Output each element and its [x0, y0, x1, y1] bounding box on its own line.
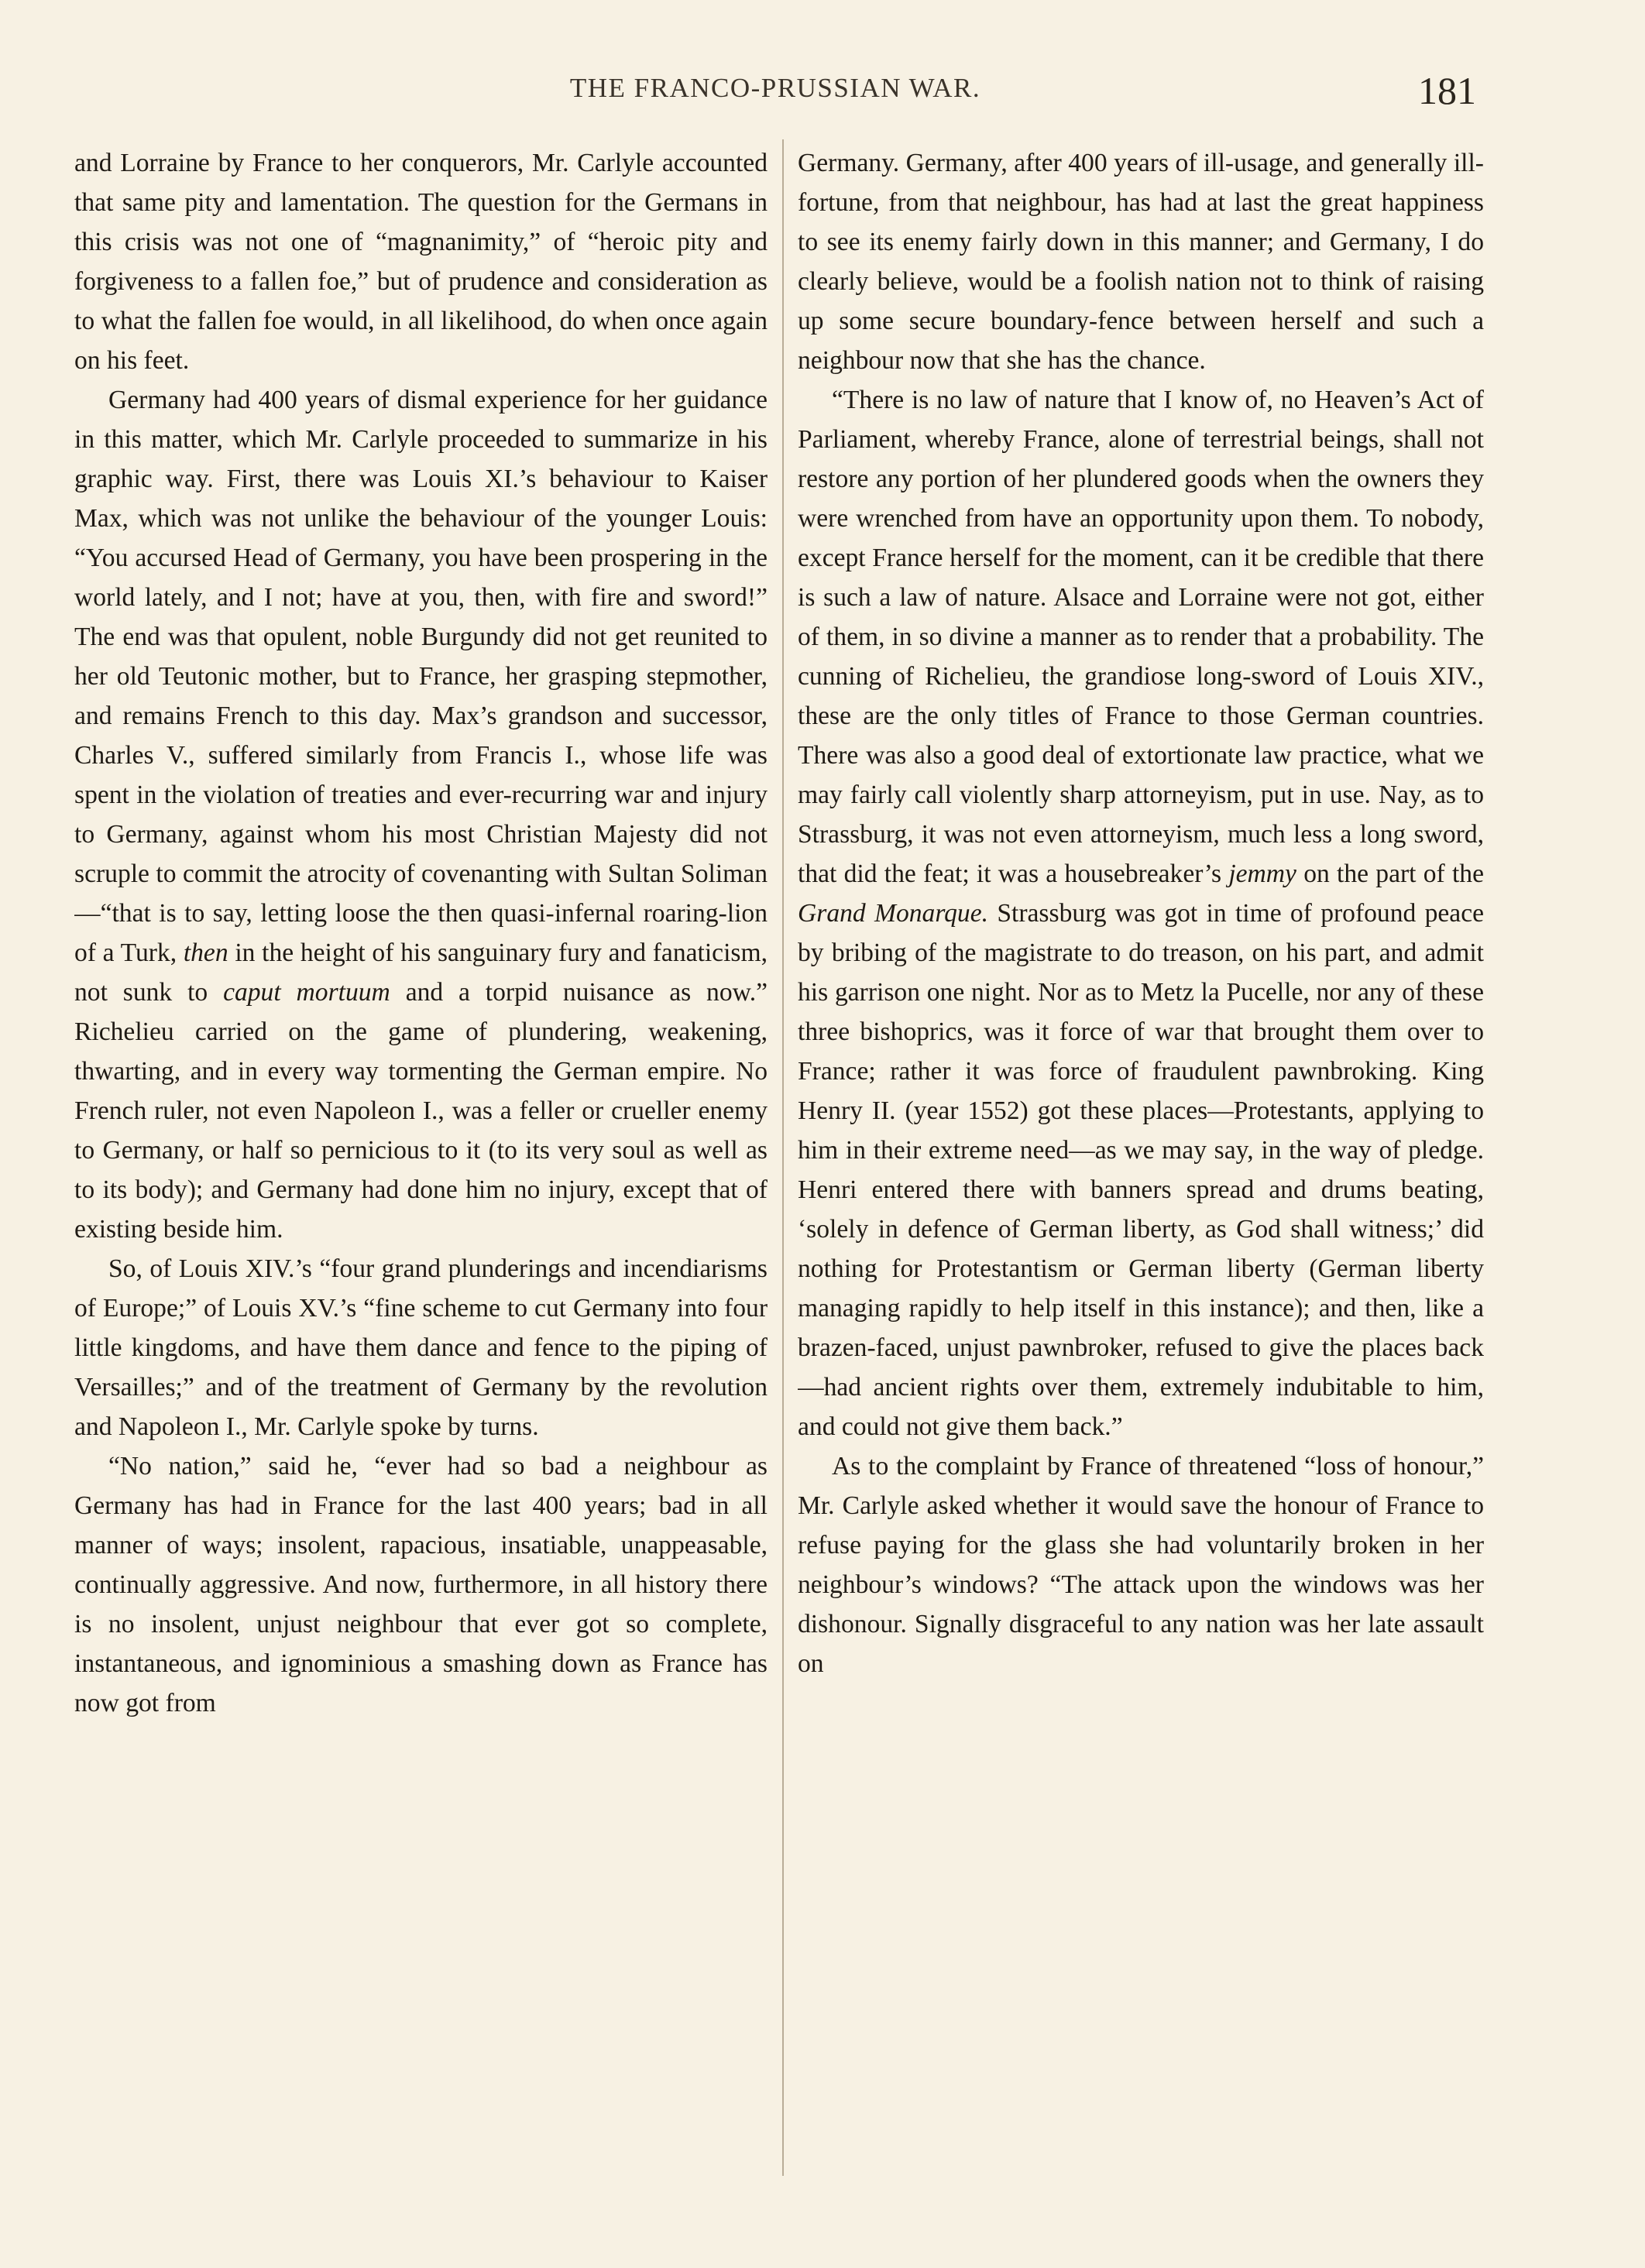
running-title: THE FRANCO-PRUSSIAN WAR. [569, 73, 981, 103]
paragraph [798, 380, 1484, 1446]
paragraph-text: Strassburg was got in time of profound peace by bribing of the magistrate to do treason, on his part, and admit his garrison one night. Nor as to Metz la Pucelle, nor any of these three bishoprics, was it force of war that brought them over to France; rather it was force of fraudulent pawnbroking. King Henry II. (year 1552) got these places—Protestants, applying to him in their extreme need—as we may say, in the way of pledge. Henri entered there with banners spread and drums beating, ‘solely in defence of German liberty, as God shall witness;’ did nothing for Protestantism or German liberty (German liberty managing rapidly to help itself in this instance); and then, like a brazen-faced, unjust pawnbroker, refused to give the places back—had ancient rights over them, extremely indubitable to him, and could not give them back.” [798, 899, 1484, 1441]
paragraph-text: “There is no law of nature that I know of, no Heaven’s Act of Parliament, whereby France, alone of terrestrial beings, shall not restore any portion of her plundered goods when the owners they were wrenched from have an opportunity upon them. To nobody, except France herself for the moment, can it be credible that there is such a law of nature. Alsace and Lorraine were not got, either of them, in so divine a manner as to render that a probability. The cunning of Richelieu, the grandiose long-sword of Louis XIV., these are the only titles of France to those German countries. There was also a good deal of extortionate law practice, what we may fairly call violently sharp attorneyism, put in use. Nay, as to Strassburg, it was not even attorneyism, much less a long sword, that did the feat; it was a housebreaker’s [798, 386, 1484, 888]
paragraph-text: and a torpid nuisance as now.” Richelieu carried on the game of plundering, weakening, thwarting, and in every way tormenting the German empire. No French ruler, not even Napoleon I., was a feller or crueller enemy to Germany, or half so pernicious to it (to its very soul as well as to its body); and Germany had done him no injury, except that of existing beside him. [74, 978, 768, 1244]
page-header [74, 68, 1476, 122]
paragraph-text: on the part of the [1303, 860, 1484, 888]
column-divider [782, 139, 784, 2176]
italic-text: caput mortuum [223, 978, 390, 1007]
paragraph-text: Germany had 400 years of dismal experience for her guidance in this matter, which Mr. Carlyle proceeded to summarize in his graphic way. First, there was Louis XI.’s behaviour to Kaiser Max, which was not unlike the behaviour of the younger Louis: “You accursed Head of Germany, you have been prospering in the world lately, and I not; have at you, then, with fire and sword!” The end was that opulent, noble Burgundy did not get reunited to her old Teutonic mother, but to France, her grasping stepmother, and remains French to this day. Max’s grandson and successor, Charles V., suffered similarly from Francis I., whose life was spent in the violation of treaties and ever-recurring war and injury to Germany, against whom his most Christian Majesty did not scruple to commit the atrocity of covenanting with Sultan Soliman—“that is to say, letting loose the then quasi-infernal roaring-lion of a Turk, [74, 386, 768, 967]
paragraph: As to the complaint by France of threatened “loss of honour,” Mr. Carlyle asked whether it would save the honour of France to refuse paying for the glass she had voluntarily broken in her neighbour’s windows? “The attack upon the windows was her dishonour. Signally disgraceful to any nation was her late assault on [798, 1452, 1484, 1678]
paragraph: Germany. Germany, after 400 years of ill-usage, and generally ill-fortune, from that neighbour, has had at last the great happiness to see its enemy fairly down in this manner; and Germany, I do clearly believe, would be a foolish nation not to think of raising up some secure boundary-fence between herself and such a neighbour now that she has the chance. [798, 149, 1484, 375]
paragraph: So, of Louis XIV.’s “four grand plunderings and incendiarisms of Europe;” of Louis XV.’s “fine scheme to cut Germany into four little kingdoms, and have them dance and fence to the piping of Versailles;” and of the treatment of Germany by the revolution and Napoleon I., Mr. Carlyle spoke by turns. [74, 1254, 768, 1441]
paragraph [74, 380, 768, 1249]
italic-text: then [183, 938, 228, 967]
page-number: 181 [1418, 69, 1476, 112]
paragraph-text: in the height of his sanguinary fury and fanaticism, not sunk to [74, 938, 768, 1007]
italic-text: jemmy [1228, 860, 1296, 888]
paragraph: and Lorraine by France to her conquerors, Mr. Carlyle accounted that same pity and lamentation. The question for the Germans in this crisis was not one of “magnanimity,” of “heroic pity and forgiveness to a fallen foe,” but of prudence and consideration as to what the fallen foe would, in all likelihood, do when once again on his feet. [74, 149, 768, 375]
right-column [798, 143, 1484, 2172]
paragraph: “No nation,” said he, “ever had so bad a neighbour as Germany has had in France for the last 400 years; bad in all manner of ways; insolent, rapacious, insatiable, unappeasable, continually aggressive. And now, furthermore, in all history there is no insolent, unjust neighbour that ever got so complete, instantaneous, and ignominious a smashing down as France has now got from [74, 1452, 768, 1717]
left-column [74, 143, 768, 2172]
italic-text: Grand Monarque. [798, 899, 989, 928]
